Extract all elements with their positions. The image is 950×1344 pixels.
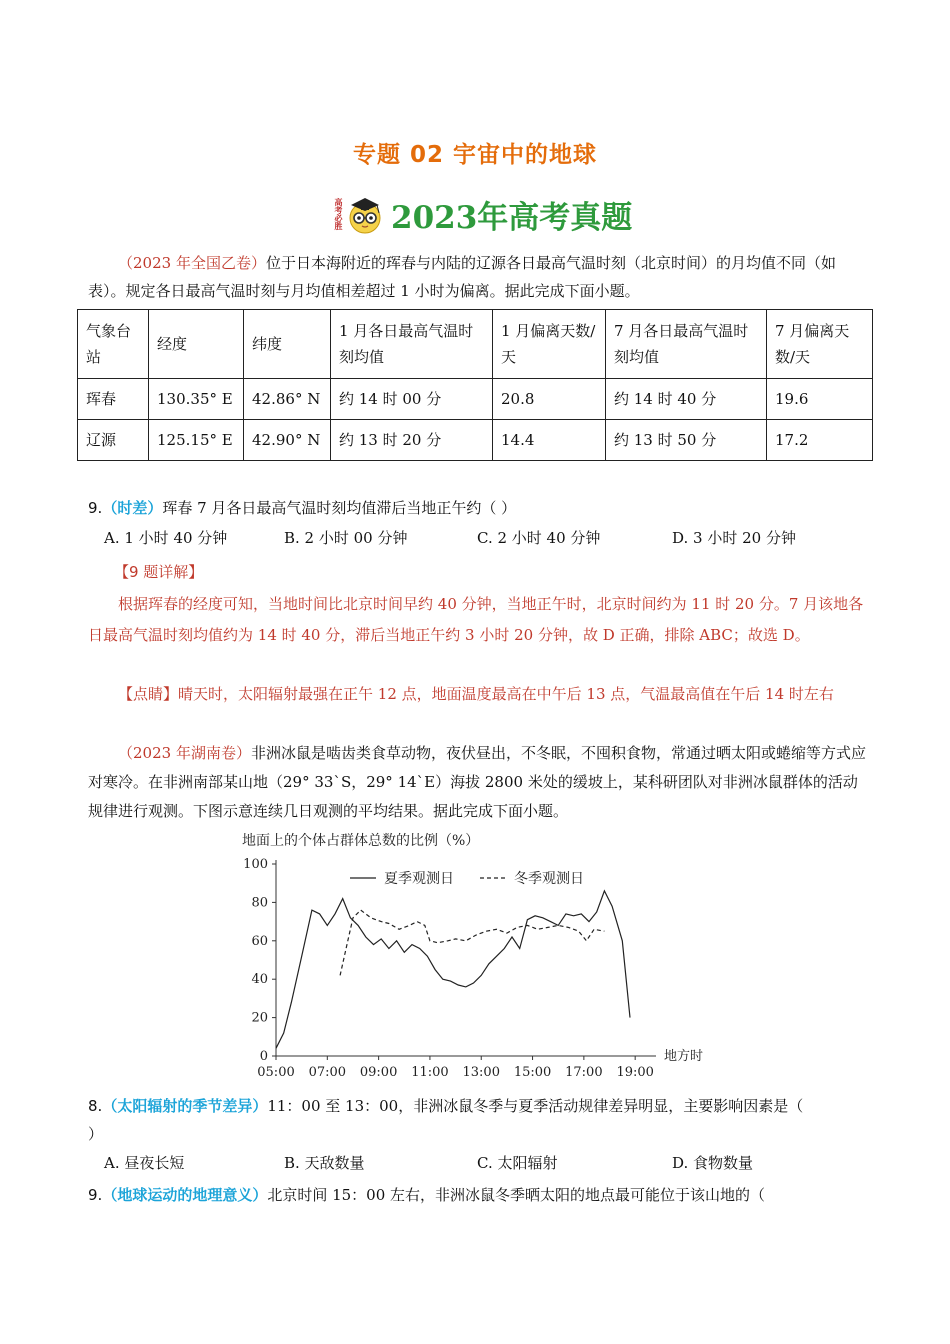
table-header-cell: 7 月各日最高气温时刻均值: [606, 310, 767, 379]
option-d[interactable]: D. 3 小时 20 分钟: [672, 529, 796, 547]
answer-heading: 【9 题详解】: [114, 563, 204, 581]
chart-title: 地面上的个体占群体总数的比例（%）: [242, 833, 480, 849]
table-cell: 约 14 时 00 分: [331, 379, 493, 420]
table-header-cell: 纬度: [244, 310, 331, 379]
table-row: [78, 379, 873, 420]
exam-banner: [333, 193, 632, 235]
question-tag: （地球运动的地理意义）: [102, 1186, 268, 1204]
banner-heading: 2023年高考真题: [391, 199, 633, 236]
question-number: 8.: [88, 1097, 103, 1115]
y-tick-label: 100: [243, 857, 268, 872]
source-label: （2023 年湖南卷）: [118, 744, 251, 762]
table-cell: 42.86° N: [244, 379, 331, 420]
option-c[interactable]: C. 太阳辐射: [477, 1154, 558, 1172]
table-cell: 约 13 时 50 分: [606, 420, 767, 461]
question-9-time-difference: [88, 494, 868, 522]
x-tick-label: 19:00: [616, 1065, 654, 1080]
table-cell: 约 13 时 20 分: [331, 420, 493, 461]
intro-text: 位于日本海附近的珲春与内陆的辽源各日最高气温时刻（北京时间）的月均值不同（如表）。规定各日最高气温时刻与月均值相差超过 1 小时为偏离。据此完成下面小题。: [88, 254, 836, 300]
question-text: 北京时间 15：00 左右，非洲冰鼠冬季晒太阳的地点最可能位于该山地的（: [267, 1186, 766, 1204]
option-a[interactable]: A. 昼夜长短: [104, 1154, 185, 1172]
y-tick-label: 80: [251, 895, 268, 911]
y-tick-label: 60: [251, 933, 268, 949]
table-cell: 珲春: [78, 379, 149, 420]
question-text: 11：00 至 13：00，非洲冰鼠冬季与夏季活动规律差异明显，主要影响因素是（: [267, 1097, 804, 1115]
question-8-radiation: [88, 1092, 868, 1148]
question-tag: （太阳辐射的季节差异）: [102, 1097, 268, 1115]
question-text-close: ）: [88, 1125, 104, 1143]
x-tick-label: 17:00: [565, 1065, 603, 1080]
option-d[interactable]: D. 食物数量: [672, 1154, 754, 1172]
summer-series-line: [276, 891, 630, 1048]
x-tick-label: 15:00: [513, 1065, 552, 1080]
x-axis-label: 地方时: [664, 1049, 704, 1064]
question-9-options: [104, 527, 904, 548]
weather-station-table: [77, 309, 873, 461]
table-cell: 约 14 时 40 分: [606, 379, 767, 420]
question-text: 珲春 7 月各日最高气温时刻均值滞后当地正午约（ ）: [162, 499, 517, 517]
table-cell: 125.15° E: [149, 420, 244, 461]
question-8-options: [104, 1152, 904, 1173]
table-header-cell: 1 月偏离天数/天: [493, 310, 606, 379]
y-tick-label: 0: [259, 1049, 268, 1064]
legend-label: 夏季观测日: [384, 871, 454, 887]
y-tick-label: 40: [251, 972, 268, 988]
table-row: [78, 420, 873, 461]
answer-explanation: 根据珲春的经度可知，当地时间比北京时间早约 40 分钟，当地正午时，北京时间约为 11 时 20 分。7 月该地各日最高气温时刻均值约为 14 时 40 分，滞后当地正午约 3 小时 20 分钟，故 D 正确，排除 ABC；故选 D。: [88, 595, 864, 644]
table-cell: 14.4: [493, 420, 606, 461]
winter-series-line: [340, 910, 604, 975]
table-cell: 42.90° N: [244, 420, 331, 461]
banner-side-text: 高考必胜: [334, 198, 344, 230]
question-number: 9.: [88, 1186, 103, 1204]
tip-label: 【点睛】: [118, 685, 179, 703]
table-header-cell: 经度: [149, 310, 244, 379]
source-label: （2023 年全国乙卷）: [118, 254, 266, 272]
table-header-cell: 气象台站: [78, 310, 149, 379]
table-cell: 辽源: [78, 420, 149, 461]
activity-line-chart: [230, 828, 730, 1083]
x-tick-label: 13:00: [462, 1065, 500, 1080]
table-cell: 20.8: [493, 379, 606, 420]
intro-paragraph-1: [88, 249, 868, 305]
x-tick-label: 05:00: [257, 1065, 295, 1080]
table-header-cell: 1 月各日最高气温时刻均值: [331, 310, 493, 379]
table-header-row: [78, 310, 873, 379]
x-tick-label: 07:00: [308, 1065, 347, 1080]
table-cell: 17.2: [767, 420, 873, 461]
x-tick-label: 09:00: [359, 1065, 398, 1080]
legend-label: 冬季观测日: [514, 871, 584, 887]
intro-paragraph-2: [88, 739, 868, 826]
table-header-cell: 7 月偏离天数/天: [767, 310, 873, 379]
x-tick-label: 11:00: [411, 1065, 449, 1080]
option-c[interactable]: C. 2 小时 40 分钟: [477, 529, 601, 547]
option-b[interactable]: B. 天敌数量: [284, 1154, 365, 1172]
option-b[interactable]: B. 2 小时 00 分钟: [284, 529, 408, 547]
question-tag: （时差）: [102, 499, 163, 517]
option-a[interactable]: A. 1 小时 40 分钟: [104, 529, 228, 547]
question-number: 9.: [88, 499, 103, 517]
answer-tip: [88, 680, 868, 709]
intro-text: 非洲冰鼠是啮齿类食草动物，夜伏昼出，不冬眠，不囤积食物，常通过晒太阳或蜷缩等方式应对寒冷。在非洲南部某山地（29° 33`S，29° 14`E）海拔 2800 米处的缓坡上，某科研团队对非洲冰鼠群体的活动规律进行观测。下图示意连续几日观测的平均结果。据此完成下面小题。: [88, 744, 866, 820]
table-cell: 130.35° E: [149, 379, 244, 420]
y-tick-label: 20: [251, 1010, 268, 1026]
page-title: 专题 02 宇宙中的地球: [352, 142, 598, 168]
tip-text: 晴天时，太阳辐射最强在正午 12 点，地面温度最高在中午后 13 点，气温最高值在午后 14 时左右: [178, 685, 834, 703]
question-9-earth-motion: [88, 1181, 868, 1209]
table-cell: 19.6: [767, 379, 873, 420]
owl-mascot-icon: [345, 194, 385, 234]
